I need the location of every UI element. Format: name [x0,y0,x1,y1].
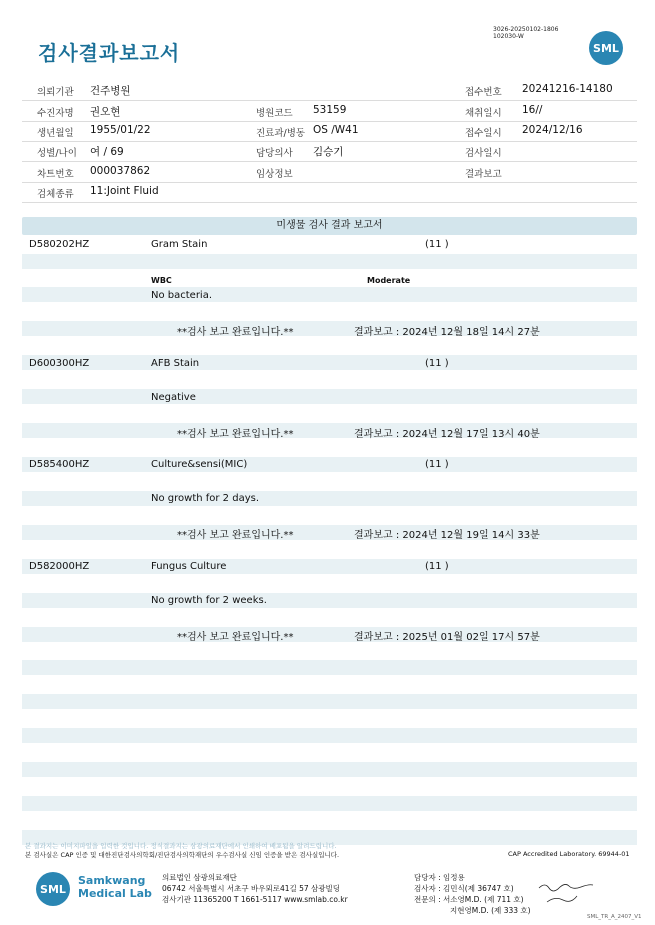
report-time: 결과보고 : 2025년 01월 02일 17시 57분 [354,632,540,643]
info-value: 여 / 69 [90,146,124,158]
info-label: 접수번호 [465,87,502,98]
info-label: 접수일시 [465,128,502,139]
info-value: 11:Joint Fluid [90,185,159,197]
info-row [22,162,637,183]
result-band [22,321,637,336]
info-value: 권오현 [90,106,121,118]
result-band [22,355,637,370]
test-code: D582000HZ [29,561,90,572]
form-version: SML_TR_A_2407_V1 [587,914,642,920]
test-name: Gram Stain [151,239,208,250]
specimen-code: (11 ) [425,239,449,250]
report-complete: **검사 보고 완료입니다.** [177,530,294,541]
org-name: 의료법인 삼광의료재단 [162,873,237,882]
info-value: OS /W41 [313,124,359,136]
result-band [22,457,637,472]
company-logo-text [78,874,152,900]
org-contact: 검사기관 11365200 T 1661-5117 www.smlab.co.kr [162,895,348,904]
report-time: 결과보고 : 2024년 12월 17일 13시 40분 [354,429,540,440]
result-band [22,389,637,404]
test-finding: Negative [151,392,196,403]
info-row [22,80,637,101]
info-label: 수진자명 [37,108,74,119]
info-value: 20241216-14180 [522,83,613,95]
info-row [22,182,637,203]
wbc-label: WBC [151,276,172,285]
report-complete: **검사 보고 완료입니다.** [177,327,294,338]
org-address: 06742 서울특별시 서초구 바우뫼로41길 57 삼광빌딩 [162,884,341,893]
info-label: 담당의사 [256,148,293,159]
wbc-value: Moderate [367,276,411,285]
staff-manager: 담당자 : 임정용 [414,873,465,882]
info-label: 의뢰기관 [37,87,74,98]
sml-logo-icon: SML [589,31,623,65]
test-name: Fungus Culture [151,561,227,572]
info-label: 진료과/병동 [256,128,306,139]
result-band [22,660,637,675]
document-code-line: 102030-W [493,33,524,40]
section-title: 미생물 검사 결과 보고서 [22,217,637,235]
result-band [22,525,637,540]
test-code: D585400HZ [29,459,90,470]
footer-notice: 본 결과지는 이미지파일을 입력한 것입니다. 정식결과지는 삼광의료재단에서 인쇄하여 배포됨을 알려드립니다. [25,842,337,850]
result-band [22,593,637,608]
info-value: 53159 [313,104,347,116]
result-band [22,728,637,743]
result-band [22,423,637,438]
sml-logo-icon: SML [36,872,70,906]
test-code: D600300HZ [29,358,90,369]
staff-specialist: 지현영M.D. (제 333 호) [450,906,531,915]
report-time: 결과보고 : 2024년 12월 19일 14시 33분 [354,530,540,541]
result-band [22,796,637,811]
result-band [22,627,637,642]
info-value: 건주병원 [90,85,131,97]
logo-line: Samkwang [78,874,146,887]
result-band [22,559,637,574]
info-label: 임상정보 [256,169,293,180]
staff-tester: 검사자 : 김민식(제 36747 호) [414,884,514,893]
test-code: D580202HZ [29,239,90,250]
info-label: 검체종류 [37,189,74,200]
info-row [22,121,637,142]
info-value: 16// [522,104,543,116]
staff-specialist: 전문의 : 서소영M.D. (제 711 호) [414,895,524,904]
result-band [22,287,637,302]
info-value: 김승기 [313,146,344,158]
info-label: 채취일시 [465,108,502,119]
document-code [493,26,558,40]
test-finding: No growth for 2 days. [151,493,260,504]
result-band [22,254,637,269]
info-label: 결과보고 [465,169,502,180]
info-label: 검사일시 [465,148,502,159]
info-label: 생년월일 [37,128,74,139]
info-label: 차트번호 [37,169,74,180]
specimen-code: (11 ) [425,358,449,369]
info-value: 2024/12/16 [522,124,583,136]
page-title: 검사결과보고서 [38,41,181,65]
result-band [22,694,637,709]
info-label: 성별/나이 [37,148,77,159]
result-band [22,491,637,506]
document-code-line: 3026-20250102-1806 [493,26,559,33]
info-value: 1955/01/22 [90,124,151,136]
report-complete: **검사 보고 완료입니다.** [177,632,294,643]
report-complete: **검사 보고 완료입니다.** [177,429,294,440]
report-time: 결과보고 : 2024년 12월 18일 14시 27분 [354,327,540,338]
specimen-code: (11 ) [425,561,449,572]
info-row [22,141,637,162]
test-finding: No bacteria. [151,290,213,301]
info-label: 병원코드 [256,108,293,119]
footer-certification: 본 검사실은 CAP 인증 및 대한진단검사의학회/진단검사의학재단의 우수검사실 신임 인증을 받은 검사실입니다. [25,851,340,859]
logo-line: Medical Lab [78,887,152,900]
cap-accreditation: CAP Accredited Laboratory. 69944-01 [508,850,630,858]
signature-icon [537,878,597,908]
test-finding: No growth for 2 weeks. [151,595,267,606]
test-name: Culture&sensi(MIC) [151,459,248,470]
info-value: 000037862 [90,165,151,177]
specimen-code: (11 ) [425,459,449,470]
result-band [22,762,637,777]
test-name: AFB Stain [151,358,200,369]
info-row [22,101,637,122]
